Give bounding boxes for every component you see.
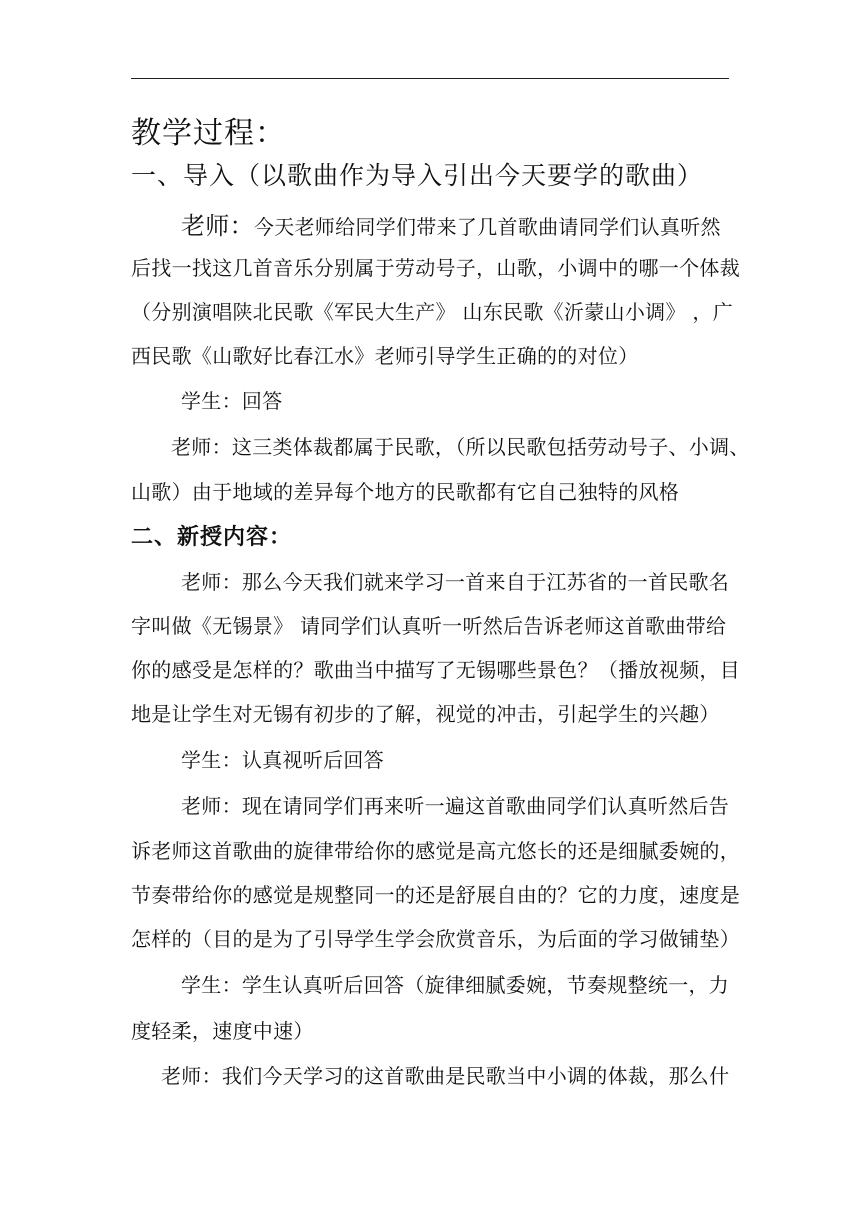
section2-p3-line2: 诉老师这首歌曲的旋律带给你的感觉是高亢悠长的还是细腻委婉的，: [131, 839, 740, 863]
header-rule: [131, 78, 729, 79]
section1-p3-line2: 山歌）由于地域的差异每个地方的民歌都有它自己独特的风格: [131, 480, 680, 504]
section2-p4-line2: 度轻柔，速度中速）: [131, 1019, 314, 1043]
section2-p1-line3: 你的感受是怎样的？歌曲当中描写了无锡哪些景色？（播放视频，目: [131, 658, 740, 682]
section1-p1-text: 今天老师给同学们带来了几首歌曲请同学们认真听然: [253, 215, 721, 239]
section2-p2: 学生：认真视听后回答: [181, 748, 384, 772]
section2-p3-line4: 怎样的（目的是为了引导学生学会欣赏音乐，为后面的学习做铺垫）: [131, 927, 740, 951]
section2-p5: 老师：我们今天学习的这首歌曲是民歌当中小调的体裁，那么什: [161, 1064, 730, 1088]
section2-p4-line1: 学生：学生认真听后回答（旋律细腻委婉，节奏规整统一，力: [181, 973, 730, 997]
section1-p1-line2: 后找一找这几首音乐分别属于劳动号子，山歌，小调中的哪一个体裁: [131, 256, 740, 280]
section1-p1-line1: [181, 206, 781, 241]
section2-p3-line1: 老师：现在请同学们再来听一遍这首歌曲同学们认真听然后告: [181, 794, 730, 818]
section1-p1-line3: （分别演唱陕北民歌《军民大生产》 山东民歌《沂蒙山小调》 ，广: [131, 300, 734, 324]
section1-p3-line1: 老师：这三类体裁都属于民歌，（所以民歌包括劳动号子、小调、: [171, 435, 750, 459]
section2-p3-line3: 节奏带给你的感觉是规整同一的还是舒展自由的？它的力度，速度是: [131, 883, 740, 907]
section1-heading: 一、导入（以歌曲作为导入引出今天要学的歌曲）: [131, 161, 704, 190]
section2-p1-line2: 字叫做《无锡景》 请同学们认真听一听然后告诉老师这首歌曲带给: [131, 614, 727, 638]
page-title: 教学过程：: [131, 116, 286, 151]
section2-p1-line4: 地是让学生对无锡有初步的了解，视觉的冲击，引起学生的兴趣）: [131, 702, 720, 726]
speaker-teacher: 老师：: [181, 212, 254, 240]
section2-p1-line1: 老师：那么今天我们就来学习一首来自于江苏省的一首民歌名: [181, 570, 730, 594]
section1-p1-line4: 西民歌《山歌好比春江水》老师引导学生正确的的对位）: [131, 344, 639, 368]
section2-heading: 二、新授内容：: [131, 524, 293, 550]
section1-p2: 学生：回答: [181, 389, 283, 413]
